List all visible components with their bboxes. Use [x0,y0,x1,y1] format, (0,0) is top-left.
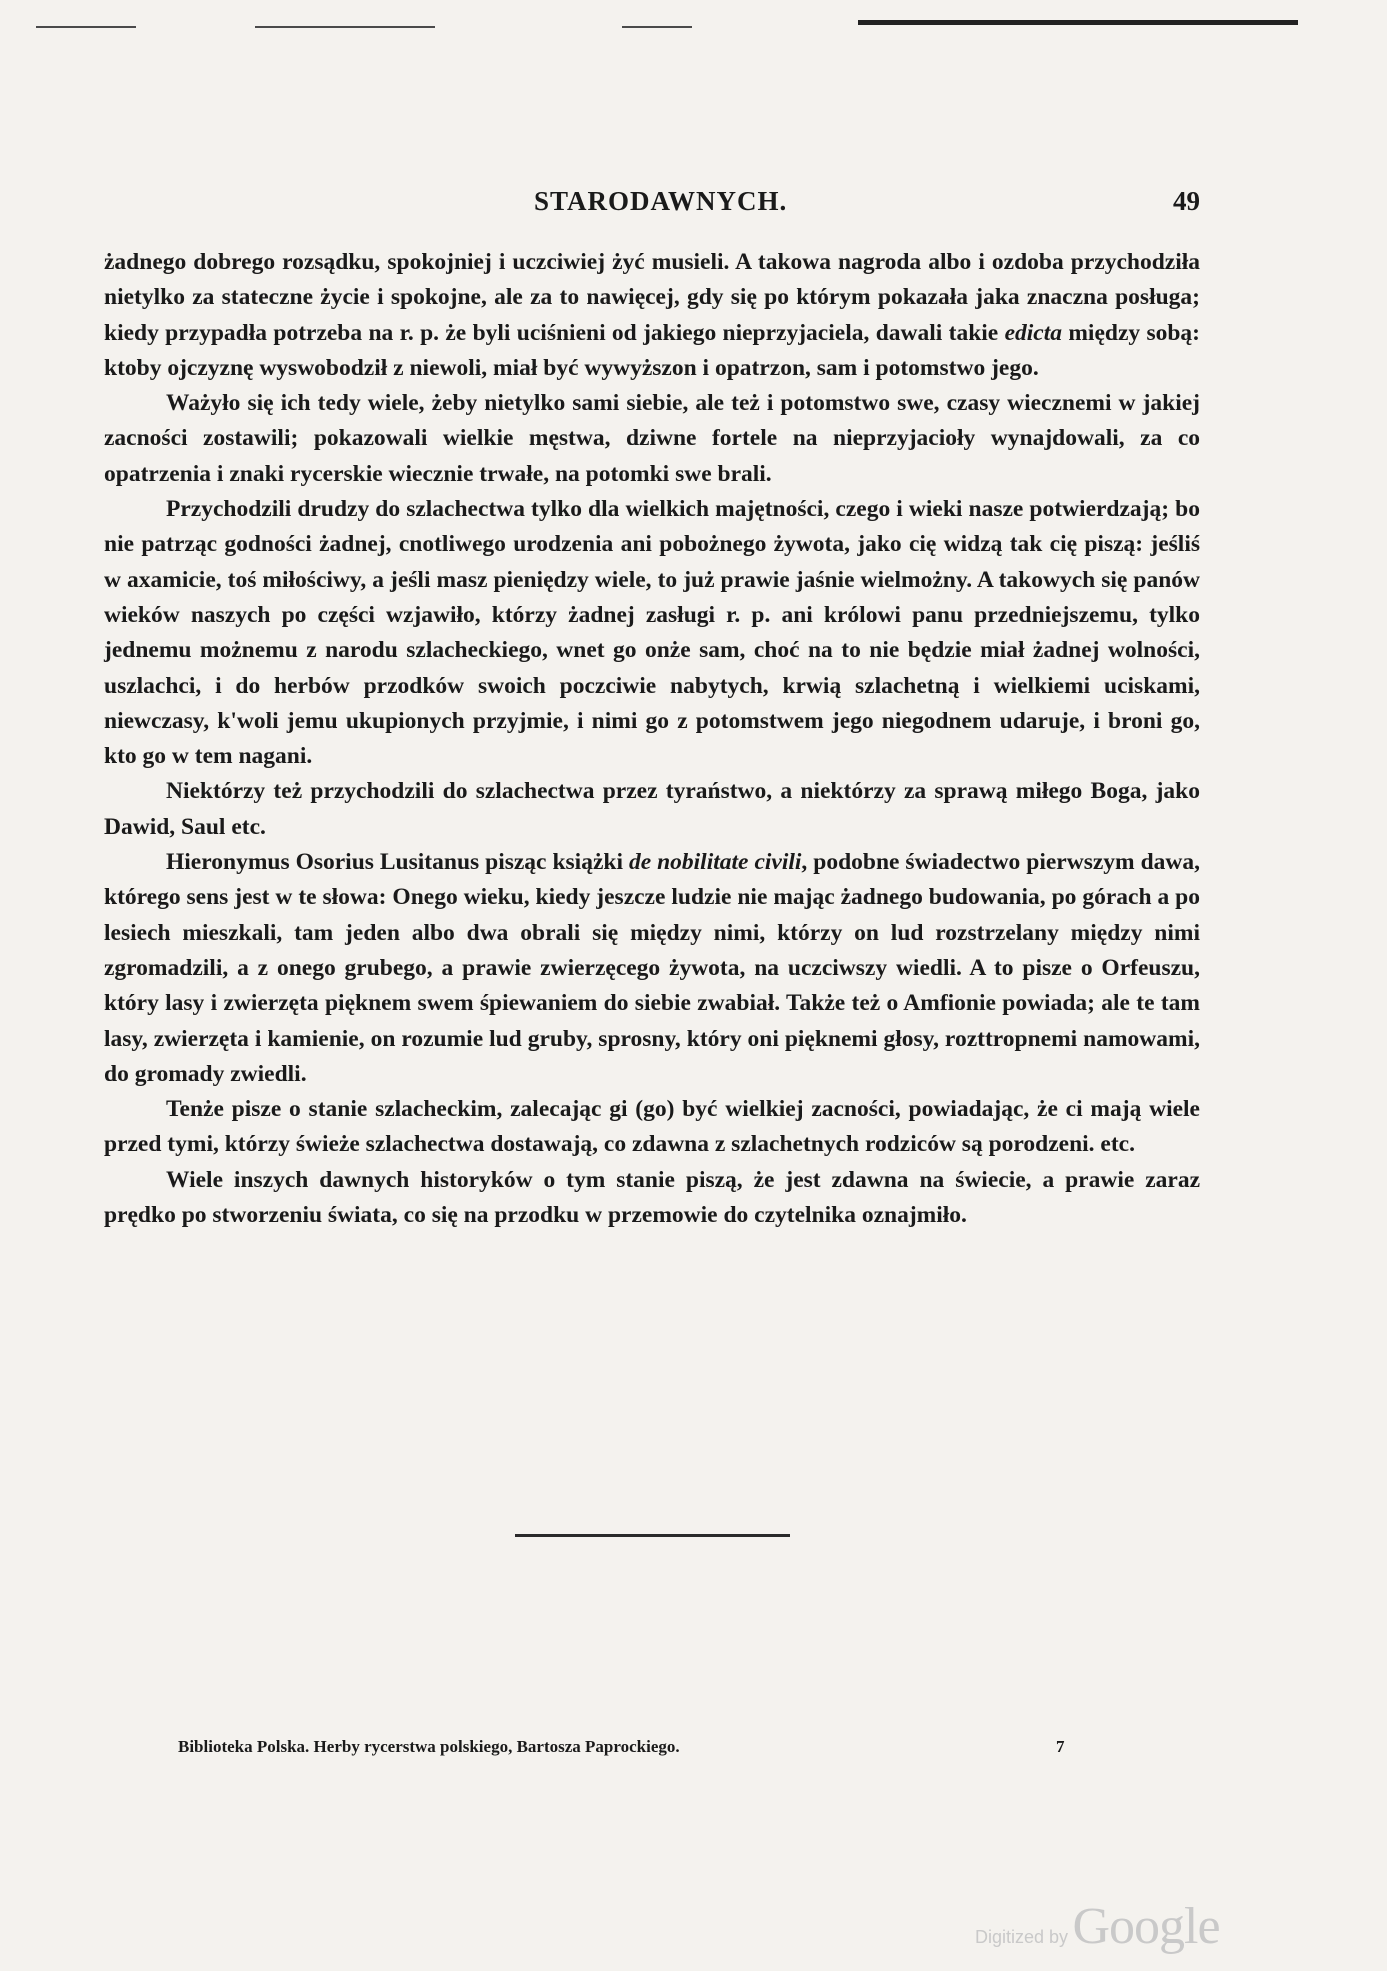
scan-rule [858,20,1298,25]
footer-signature: Biblioteka Polska. Herby rycerstwa polskiego, Bartosza Paprockiego. [178,1737,680,1756]
section-end-rule [515,1534,790,1537]
paragraph-text: , podobne świadectwo pierwszym dawa, którego sens jest w te słowa: Onego wieku, kiedy jeszcze ludzie nie mając żadnego budowania, po górach a po lesiech mieszkali, tam jeden albo dwa obrali się między nimi, którzy on lud rozstrzelany między nimi zgromadzili, a z onego grubego, a prawie zwierzęcego żywota, na uczciwszy wiedli. A to pisze o Orfeuszu, który lasy i zwierzęta pięknem swem śpiewaniem do siebie zwabiał. Także też o Amfionie powiada; ale te tam lasy, zwierzęta i kamienie, on rozumie lud gruby, sprosny, który oni pięknemi głosy, rozttropnemi namowami, do gromady zwiedli. [104,849,1200,1087]
paragraph-text: Tenże pisze o stanie szlacheckim, zalecając gi (go) być wielkiej zacności, powiadając, że ci mają wiele przed tymi, którzy świeże szlachectwa dostawają, co zdawna z szlachetnych rodziców są porodzeni. etc. [104,1096,1200,1158]
paragraph [104,245,1200,386]
italic-term: de nobilitate civili [628,849,802,876]
digitized-watermark [975,1897,1220,1956]
page-number: 49 [1173,186,1200,216]
scan-rule [36,26,136,28]
paragraph [104,1092,1200,1163]
paragraph-text: Wiele inszych dawnych historyków o tym stanie piszą, że jest zdawna na świecie, a prawie zaraz prędko po stworzeniu świata, co się na przodku w przemowie do czytelnika oznajmiło. [104,1166,1200,1229]
paragraph-text: Ważyło się ich tedy wiele, żeby nietylko sami siebie, ale też i potomstwo swe, czasy wiecznemi w jakiej zacności zostawili; pokazowali wielkie męstwa, dziwne fortele na nieprzyjacioły wynajdowali, za co opatrzenia i znaki rycerskie wiecznie trwałe, na potomki swe brali. [104,390,1200,487]
paragraph [104,492,1200,774]
google-logo: Google [1072,1898,1220,1955]
italic-term: edicta [1004,319,1062,346]
paragraph-text: Przychodzili drudzy do szlachectwa tylko dla wielkich majętności, czego i wieki nasze potwierdzają; bo nie patrząc godności żadnej, cnotliwego urodzenia ani pobożnego żywota, jako cię widzą tak cię piszą: jeśliś w axamicie, toś miłościwy, a jeśli masz pieniędzy wiele, to już prawie jaśnie wielmożny. A takowych się panów wieków naszych po części wzjawiło, którzy żadnej zasługi r. p. ani królowi panu przedniejszemu, tylko jednemu możnemu z narodu szlacheckiego, wnet go onże sam, choć na to nie będzie miał żadnej wolności, uszlachci, i do herbów przodków swoich poczciwie nabytych, krwią szlachetną i wielkiemi uciskami, niewczasy, k'woli jemu ukupionych przyjmie, i nimi go z potomstwem jego niegodnem udaruje, i broni go, kto go w tem nagani. [104,496,1200,770]
body-text [104,245,1200,1233]
paragraph-text: żadnego dobrego rozsądku, spokojniej i uczciwiej żyć musieli. A takowa nagroda albo i ozdoba przychodziła nietylko za stateczne życie i spokojne, ale za to nawięcej, gdy się po którym pokazała jaka znaczna posługa; kiedy przypadła potrzeba na r. p. że byli uciśnieni od jakiego nieprzyjaciela, dawali takie [104,249,1200,346]
paragraph [104,386,1200,492]
paragraph [104,1163,1200,1234]
running-head: STARODAWNYCH. [534,186,788,216]
paragraph [104,774,1200,845]
sheet-number: 7 [1056,1737,1065,1756]
paragraph [104,845,1200,1092]
watermark-prefix: Digitized by [975,1927,1069,1947]
paragraph-text: Hieronymus Osorius Lusitanus pisząc książki [166,849,629,876]
paragraph-text: między sobą: ktoby ojczyznę wyswobodził z niewoli, miał być wywyższon i opatrzon, sam i potomstwo jego. [104,319,1200,381]
paragraph-text: Niektórzy też przychodzili do szlachectwa przez tyraństwo, a niektórzy za sprawą miłego Boga, jako Dawid, Saul etc. [104,778,1200,840]
scan-rule [255,26,435,28]
scan-rule [622,26,692,28]
